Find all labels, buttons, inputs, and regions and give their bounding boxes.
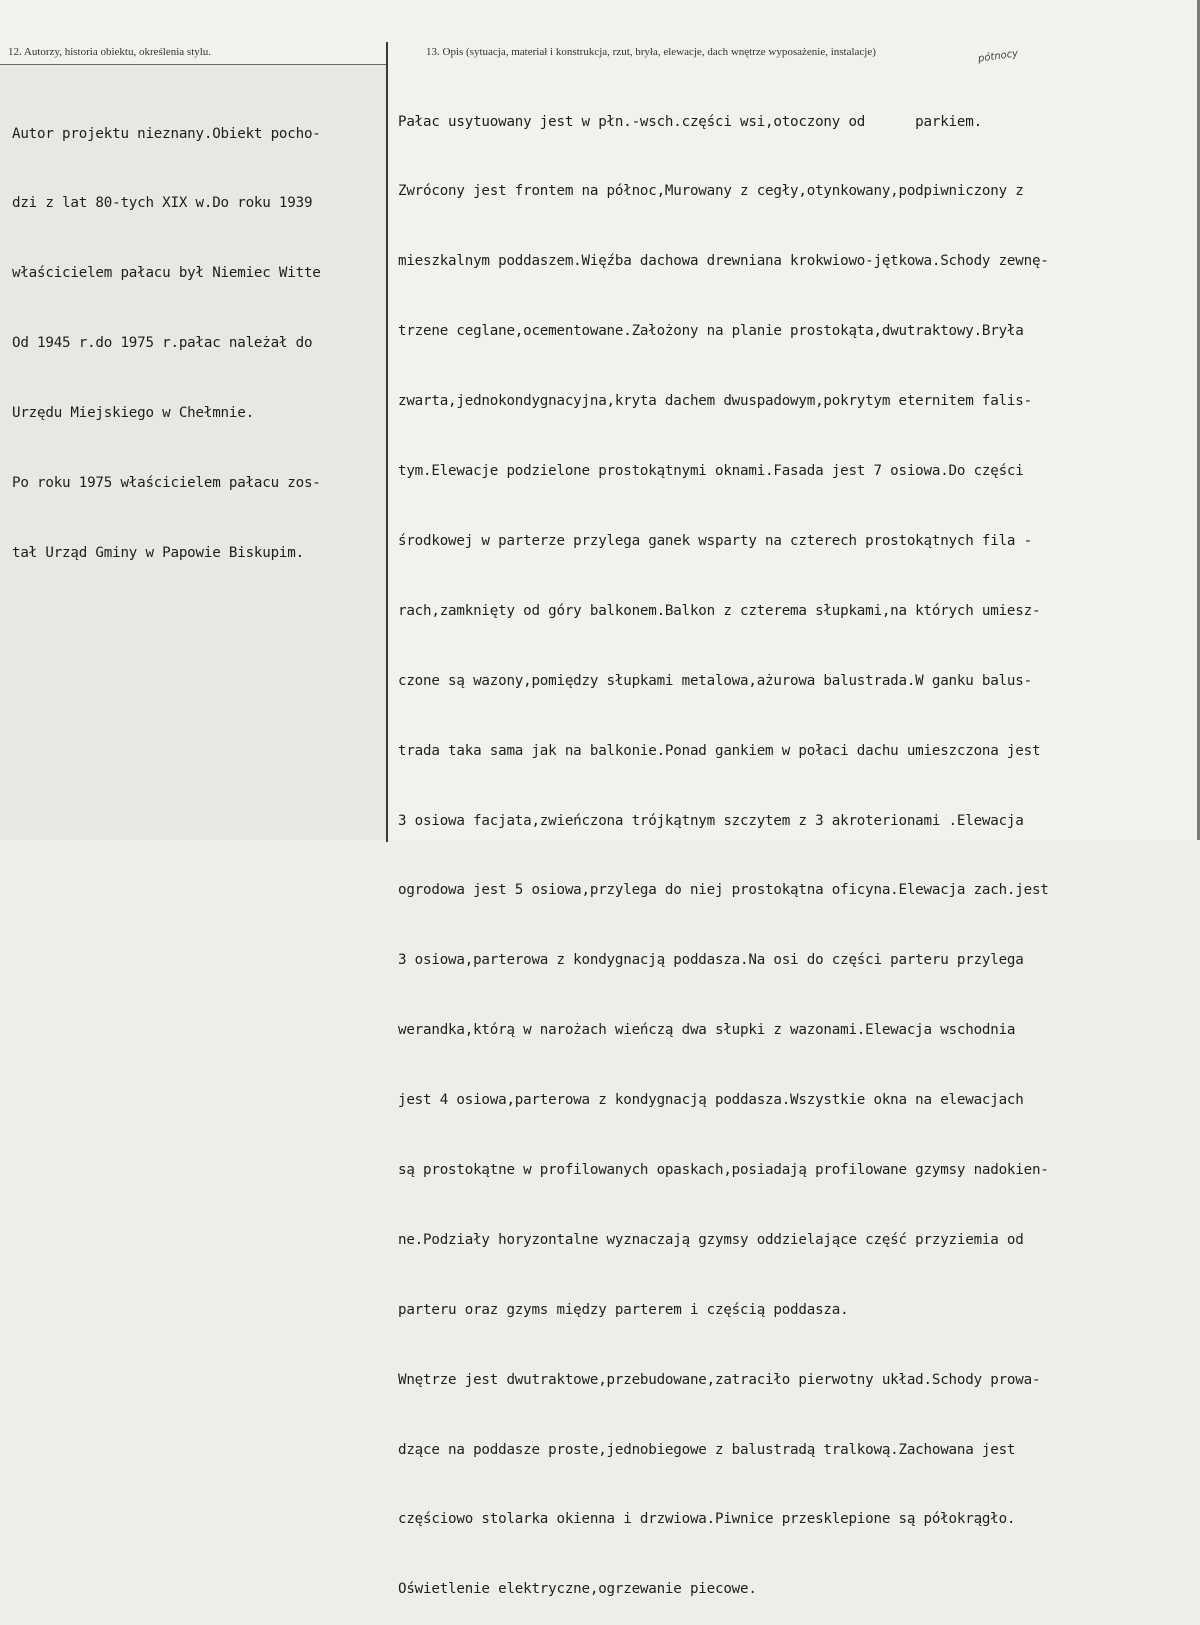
text-line: Wnętrze jest dwutraktowe,przebudowane,zatraciło pierwotny układ.Schody prowa- (398, 1371, 1041, 1388)
section-13-header: 13. Opis (sytuacja, materiał i konstrukcja, rzut, bryła, elewacje, dach wnętrze wyposażenie, instalacje) (426, 46, 876, 58)
text-line: dzi z lat 80-tych XIX w.Do roku 1939 (12, 195, 313, 212)
text-line: werandka,którą w narożach wieńczą dwa słupki z wazonami.Elewacja wschodnia (398, 1022, 1016, 1039)
section-13-text (398, 64, 1049, 1625)
text-line: właścicielem pałacu był Niemiec Witte (12, 265, 321, 282)
text-line: tał Urząd Gminy w Papowie Biskupim. (12, 544, 304, 561)
text-line: dzące na poddasze proste,jednobiegowe z balustradą tralkową.Zachowana jest (398, 1441, 1016, 1458)
text-line: częściowo stolarka okienna i drzwiowa.Piwnice przesklepione są półokrągło. (398, 1511, 1016, 1528)
text-line: rach,zamknięty od góry balkonem.Balkon z czterema słupkami,na których umiesz- (398, 602, 1041, 619)
text-line: jest 4 osiowa,parterowa z kondygnacją poddasza.Wszystkie okna na elewacjach (398, 1092, 1024, 1109)
text-line: zwarta,jednokondygnacyjna,kryta dachem dwuspadowym,pokrytym eternitem falis- (398, 393, 1032, 410)
text-line: ogrodowa jest 5 osiowa,przylega do niej prostokątna oficyna.Elewacja zach.jest (398, 882, 1049, 899)
text-line: Po roku 1975 właścicielem pałacu zos- (12, 475, 321, 492)
text-line: Oświetlenie elektryczne,ogrzewanie piecowe. (398, 1581, 757, 1598)
column-divider (386, 42, 388, 842)
section-12-header: 12. Autorzy, historia obiektu, określenia stylu. (8, 46, 212, 58)
text-line: Autor projektu nieznany.Obiekt pocho- (12, 125, 321, 142)
text-line: parteru oraz gzyms między parterem i częścią poddasza. (398, 1301, 849, 1318)
text-line: tym.Elewacje podzielone prostokątnymi oknami.Fasada jest 7 osiowa.Do części (398, 463, 1024, 480)
text-line: Urzędu Miejskiego w Chełmnie. (12, 405, 254, 422)
text-line: mieszkalnym poddaszem.Więźba dachowa drewniana krokwiowo-jętkowa.Schody zewnę- (398, 253, 1049, 270)
text-line: są prostokątne w profilowanych opaskach,posiadają profilowane gzymsy nadokien- (398, 1161, 1049, 1178)
text-line: 3 osiowa,parterowa z kondygnacją poddasza.Na osi do części parteru przylega (398, 952, 1024, 969)
text-line: ne.Podziały horyzontalne wyznaczają gzymsy oddzielające część przyziemia od (398, 1231, 1024, 1248)
section-12-text (12, 76, 321, 589)
text-line: trada taka sama jak na balkonie.Ponad gankiem w połaci dachu umieszczona jest (398, 742, 1041, 759)
text-line: trzene ceglane,ocementowane.Założony na planie prostokąta,dwutraktowy.Bryła (398, 323, 1024, 340)
text-line: 3 osiowa facjata,zwieńczona trójkątnym szczytem z 3 akroterionami .Elewacja (398, 812, 1024, 829)
text-line: środkowej w parterze przylega ganek wsparty na czterech prostokątnych fila - (398, 532, 1032, 549)
handwritten-annotation: pótnocy (977, 48, 1019, 65)
text-line: Zwrócony jest frontem na północ,Murowany z cegły,otynkowany,podpiwniczony z (398, 183, 1024, 200)
left-header-rule (0, 64, 387, 65)
text-line: czone są wazony,pomiędzy słupkami metalowa,ażurowa balustrada.W ganku balus- (398, 672, 1032, 689)
text-line: Od 1945 r.do 1975 r.pałac należał do (12, 335, 313, 352)
text-line: Pałac usytuowany jest w płn.-wsch.części wsi,otoczony od parkiem. (398, 113, 982, 130)
